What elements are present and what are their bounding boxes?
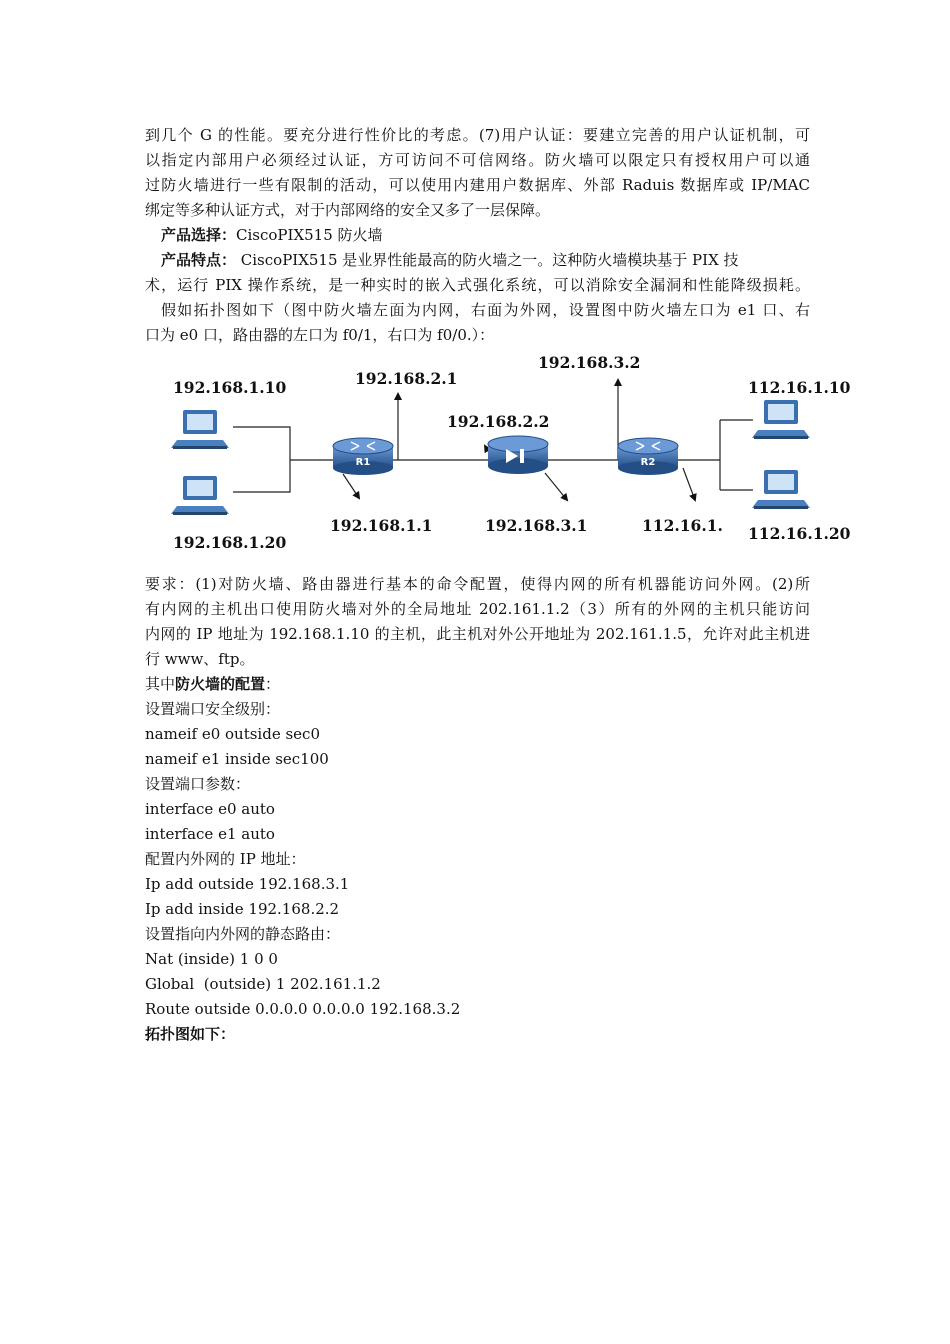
product-feature-label: 产品特点： [161,251,237,269]
config-footer: 拓扑图如下： [145,1025,236,1043]
label-host-112-16-1-10: 112.16.1.10 [748,378,851,397]
router-r2-label: R2 [640,457,656,468]
product-feature [161,248,739,273]
intro-line-4: 绑定等多种认证方式，对于内部网络的安全又多了一层保障。 [145,201,551,219]
topology-intro-line-2: 口为 e0 口，路由器的左口为 f0/1，右口为 f0/0.）： [145,326,495,344]
config-line-10: 设置指向内外网的静态路由： [145,925,341,943]
label-firewall-down: 192.168.3.1 [485,516,588,535]
label-r1-down: 192.168.1.1 [330,516,433,535]
router-r1-icon [333,438,393,475]
arrow-r1-down [343,474,359,498]
config-heading [145,672,280,697]
config-line-2: nameif e0 outside sec0 [145,725,320,743]
config-line-1: 设置端口安全级别： [145,700,281,718]
config-line-9: Ip add inside 192.168.2.2 [145,900,340,918]
pc-icon-host2 [171,476,229,515]
config-line-4: 设置端口参数： [145,775,251,793]
config-line-7: 配置内外网的 IP 地址： [145,850,306,868]
intro-line-3: 过防火墙进行一些有限制的活动，可以使用内建用户数据库、外部 Raduis 数据库或 IP/MAC [145,176,810,194]
config-line-3: nameif e1 inside sec100 [145,750,329,768]
label-firewall-up: 192.168.2.2 [447,412,550,431]
label-r2-up: 192.168.3.2 [538,353,641,372]
config-line-5: interface e0 auto [145,800,275,818]
pc-icon-host1 [171,410,229,449]
firewall-icon [488,436,548,474]
requirements-line-1: 要求：(1)对防火墙、路由器进行基本的命令配置，使得内网的所有机器能访问外网。(2)所 [145,575,810,593]
config-line-13: Route outside 0.0.0.0 0.0.0.0 192.168.3.2 [145,1000,461,1018]
config-line-8: Ip add outside 192.168.3.1 [145,875,350,893]
topology-intro-line-1: 假如拓扑图如下（图中防火墙左面为内网，右面为外网，设置图中防火墙左口为 e1 口、右 [161,301,810,319]
router-r1-label: R1 [355,457,371,468]
pc-icon-host3 [752,400,810,439]
link-host2-hub [233,460,290,492]
config-line-11: Nat (inside) 1 0 0 [145,950,278,968]
config-heading-prefix: 其中 [145,675,176,693]
arrow-firewall-down [545,473,567,500]
config-heading-suffix: ： [265,675,281,693]
network-topology-diagram [155,350,875,565]
label-host-112-16-1-20: 112.16.1.20 [748,524,851,543]
product-feature-line-2: 术，运行 PIX 操作系统，是一种实时的嵌入式强化系统，可以消除安全漏洞和性能降级损耗。 [145,276,810,294]
product-choice-label: 产品选择： [161,226,237,244]
requirements-line-3: 内网的 IP 地址为 192.168.1.10 的主机，此主机对外公开地址为 202.161.1.5，允许对此主机进 [145,625,810,643]
router-r2-icon [618,438,678,475]
intro-line-2: 以指定内部用户必须经过认证，方可访问不可信网络。防火墙可以限定只有授权用户可以通 [145,151,810,169]
product-choice-value: CiscoPIX515 防火墙 [236,226,383,244]
arrow-r2-down [683,468,695,500]
label-r2-down: 112.16.1. [642,516,723,535]
label-host-192-168-1-10: 192.168.1.10 [173,378,287,397]
requirements-line-2: 有内网的主机出口使用防火墙对外的全局地址 202.161.1.2（3）所有的外网的主机只能访问 [145,600,810,618]
config-heading-bold: 防火墙的配置 [175,675,266,693]
product-choice [161,223,383,248]
config-line-6: interface e1 auto [145,825,275,843]
product-feature-line-1: CiscoPIX515 是业界性能最高的防火墙之一。这种防火墙模块基于 PIX 技 [236,251,739,269]
pc-icon-host4 [752,470,810,509]
intro-line-1: 到几个 G 的性能。要充分进行性价比的考虑。(7)用户认证：要建立完善的用户认证机制，可 [145,126,810,144]
label-r1-up: 192.168.2.1 [355,369,458,388]
link-host1-hub [233,427,290,460]
label-host-192-168-1-20: 192.168.1.20 [173,533,287,552]
requirements-line-4: 行 www、ftp。 [145,650,255,668]
config-line-12: Global (outside) 1 202.161.1.2 [145,975,381,993]
